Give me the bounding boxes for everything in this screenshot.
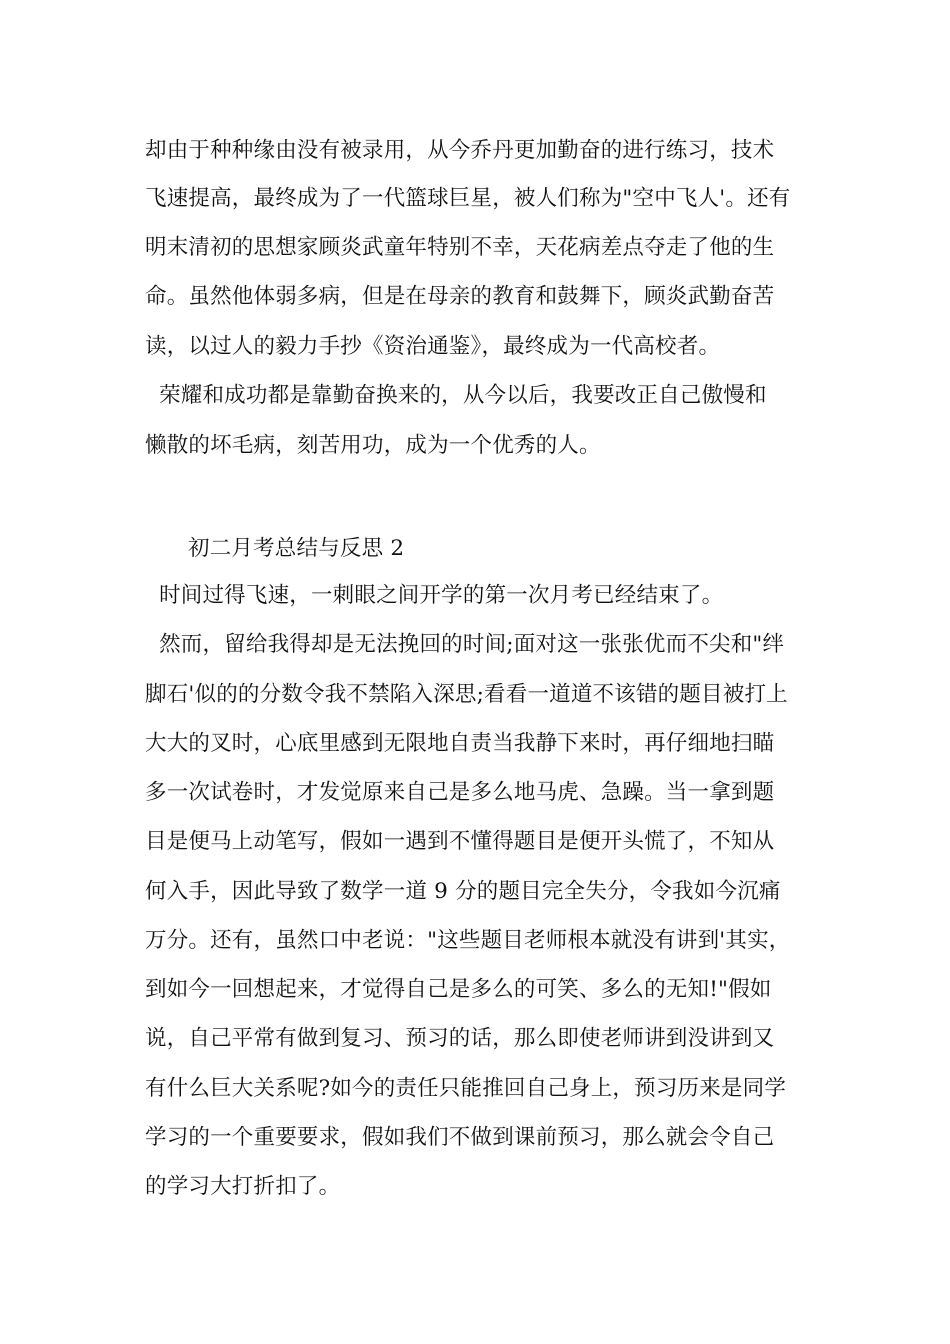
text-line: 脚石'似的的分数令我不禁陷入深思;看看一道道不该错的题目被打上 xyxy=(145,682,788,707)
text-line: 多一次试卷时，才发觉原来自己是多么地马虎、急躁。当一拿到题 xyxy=(145,780,775,805)
text-line: 的学习大打折扣了。 xyxy=(145,1174,341,1199)
text-line: 然而，留给我得却是无法挽回的时间;面对这一张张优而不尖和"绊 xyxy=(145,632,785,657)
section-title: 初二月考总结与反思 2 xyxy=(188,536,405,561)
text-line: 何入手，因此导致了数学一道 9 分的题目完全失分，令我如今沉痛 xyxy=(145,879,781,904)
text-line: 命。虽然他体弱多病，但是在母亲的教育和鼓舞下，顾炎武勤奋苦 xyxy=(145,284,775,309)
text-line: 懒散的坏毛病，刻苦用功，成为一个优秀的人。 xyxy=(145,433,601,458)
text-line: 目是便马上动笔写，假如一遇到不懂得题目是便开头慌了，不知从 xyxy=(145,829,775,854)
text-line: 万分。还有，虽然口中老说："这些题目老师根本就没有讲到'其实， xyxy=(145,928,791,953)
text-line: 学习的一个重要要求，假如我们不做到课前预习，那么就会令自己 xyxy=(145,1125,775,1150)
text-line: 荣耀和成功都是靠勤奋换来的，从今以后，我要改正自己傲慢和 xyxy=(145,383,767,408)
text-line: 时间过得飞速，一刺眼之间开学的第一次月考已经结束了。 xyxy=(145,583,724,608)
text-line: 到如今一回想起来，才觉得自己是多么的可笑、多么的无知!"假如 xyxy=(145,977,772,1002)
text-line: 明末清初的思想家顾炎武童年特别不幸，天花病差点夺走了他的生 xyxy=(145,235,775,260)
text-line: 飞速提高，最终成为了一代篮球巨星，被人们称为"空中飞人'。还有 xyxy=(145,186,791,211)
text-line: 却由于种种缘由没有被录用，从今乔丹更加勤奋的进行练习，技术 xyxy=(145,138,775,163)
text-line: 大大的叉时，心底里感到无限地自责当我静下来时，再仔细地扫瞄 xyxy=(145,731,775,756)
text-line: 有什么巨大关系呢?如今的责任只能推回自己身上，预习历来是同学 xyxy=(145,1076,787,1101)
text-line: 说，自己平常有做到复习、预习的话，那么即使老师讲到没讲到又 xyxy=(145,1026,775,1051)
text-line: 读，以过人的毅力手抄《资治通鉴》，最终成为一代高校者。 xyxy=(145,334,721,359)
